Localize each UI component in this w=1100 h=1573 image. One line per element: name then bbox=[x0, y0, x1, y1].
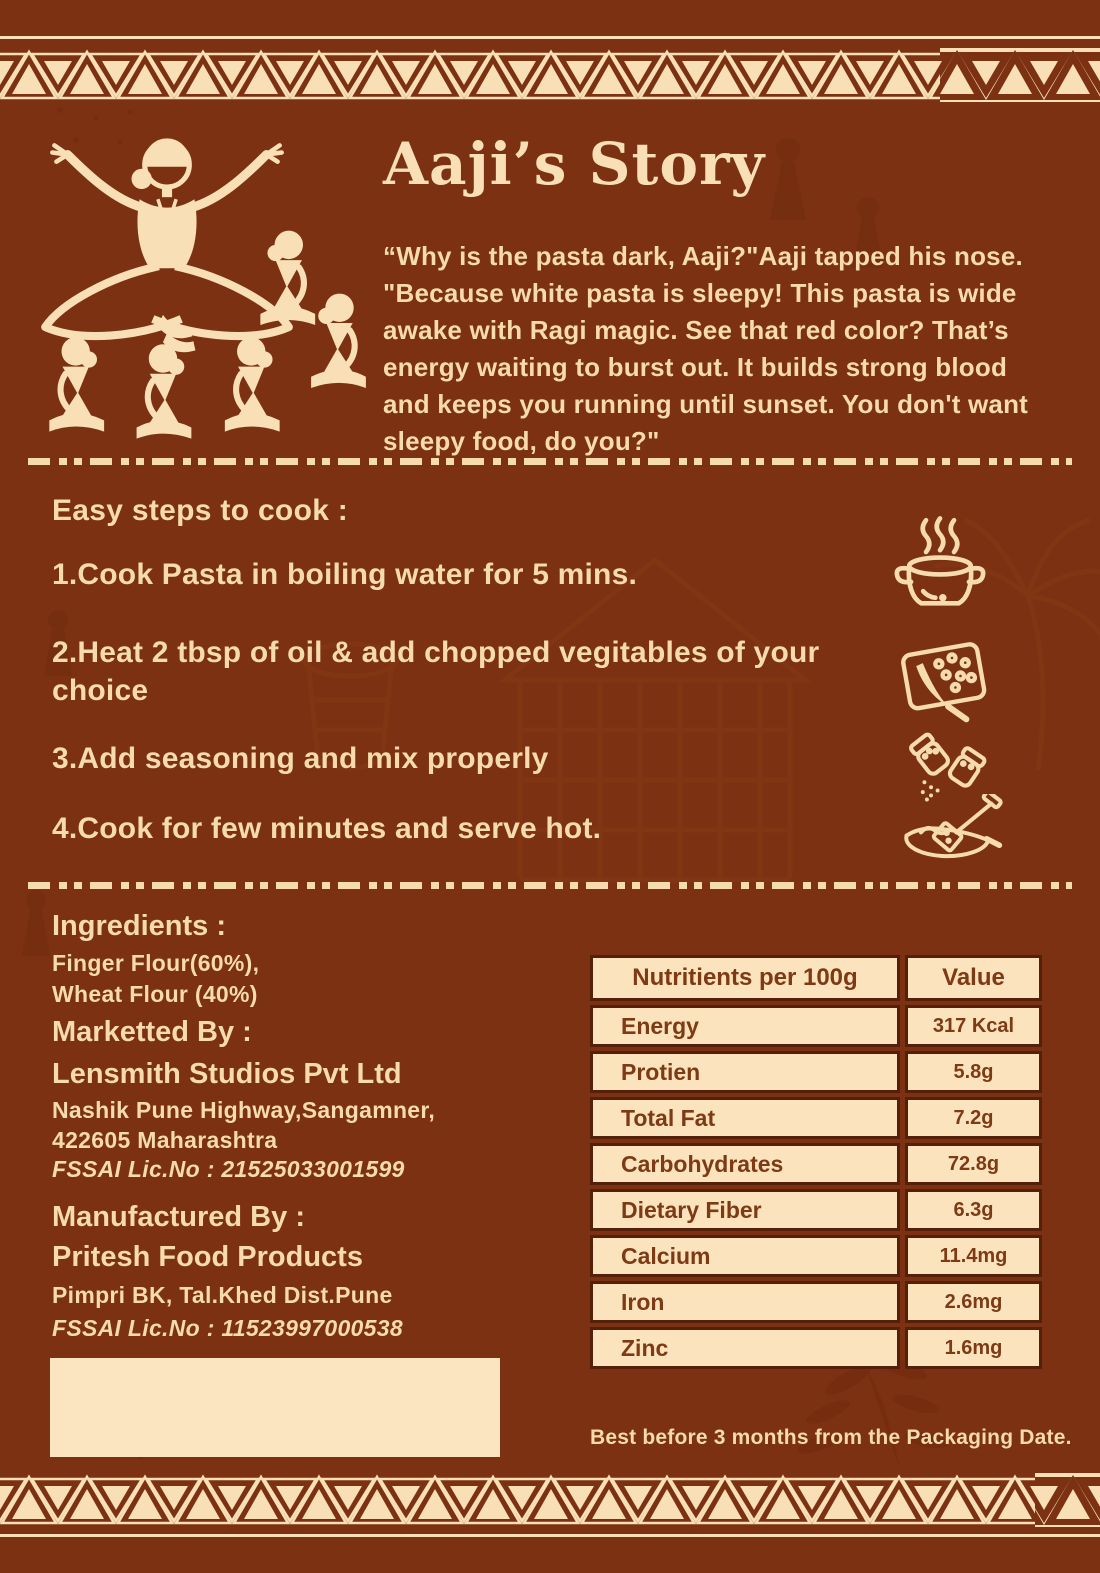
nutrient-value: 7.2g bbox=[905, 1097, 1042, 1139]
ingredients-heading: Ingredients : bbox=[52, 910, 227, 942]
table-row bbox=[590, 1281, 1042, 1323]
story-title: Aaji’s Story bbox=[383, 130, 766, 198]
ingredient-line: Finger Flour(60%), bbox=[52, 950, 260, 976]
tribal-border-bottom bbox=[0, 1473, 1100, 1527]
nutrient-name: Energy bbox=[590, 1005, 900, 1047]
nutrient-name: Dietary Fiber bbox=[590, 1189, 900, 1231]
grandmother-figure bbox=[45, 138, 289, 352]
nutrient-value: 72.8g bbox=[905, 1143, 1042, 1185]
step-4: 4.Cook for few minutes and serve hot. bbox=[52, 812, 602, 845]
dashed-divider-bottom bbox=[28, 882, 1072, 889]
nutrition-header-row bbox=[590, 955, 1042, 1001]
manufactured-address-line: Pimpri BK, Tal.Khed Dist.Pune bbox=[52, 1282, 393, 1308]
table-row bbox=[590, 1327, 1042, 1369]
nutrition-table bbox=[590, 955, 1042, 1373]
nutrient-name: Protien bbox=[590, 1051, 900, 1093]
nutrient-value: 6.3g bbox=[905, 1189, 1042, 1231]
story-text: “Why is the pasta dark, Aaji?"Aaji tapped his nose. "Because white pasta is sleepy! This pasta is wide awake with Ragi magic. See that red color? That’s energy waiting to burst out. It builds strong blood and keeps you running until sunset. You don't want sleepy food, do you?" bbox=[383, 241, 1029, 456]
seasoning-shakers-icon bbox=[898, 728, 992, 802]
marketed-by-heading: Marketted By : bbox=[52, 1016, 252, 1048]
steps-heading: Easy steps to cook : bbox=[52, 494, 349, 527]
nutrient-value: 2.6mg bbox=[905, 1281, 1042, 1323]
marketed-address-line: 422605 Maharashtra bbox=[52, 1127, 278, 1153]
ingredient-line: Wheat Flour (40%) bbox=[52, 981, 258, 1007]
marketed-address-line: Nashik Pune Highway,Sangamner, bbox=[52, 1097, 436, 1123]
marketed-company: Lensmith Studios Pvt Ltd bbox=[52, 1058, 402, 1090]
cutting-board-icon bbox=[896, 630, 992, 726]
table-row bbox=[590, 1005, 1042, 1047]
batch-info-box bbox=[50, 1358, 500, 1457]
nutrient-name: Iron bbox=[590, 1281, 900, 1323]
steaming-pot-icon bbox=[884, 514, 996, 618]
marketed-fssai-license: FSSAI Lic.No : 21525033001599 bbox=[52, 1156, 405, 1182]
step-1: 1.Cook Pasta in boiling water for 5 mins. bbox=[52, 558, 637, 591]
frying-pan-icon bbox=[894, 794, 1004, 874]
nutrient-value: 1.6mg bbox=[905, 1327, 1042, 1369]
manufactured-company: Pritesh Food Products bbox=[52, 1241, 363, 1273]
table-row bbox=[590, 1235, 1042, 1277]
nutrition-header-label: Nutritients per 100g bbox=[590, 955, 900, 1001]
table-row bbox=[590, 1143, 1042, 1185]
nutrient-name: Total Fat bbox=[590, 1097, 900, 1139]
table-row bbox=[590, 1097, 1042, 1139]
tribal-border-top bbox=[0, 48, 1100, 102]
table-row bbox=[590, 1189, 1042, 1231]
manufactured-by-heading: Manufactured By : bbox=[52, 1201, 305, 1233]
dashed-divider-top bbox=[28, 458, 1072, 465]
nutrient-value: 317 Kcal bbox=[905, 1005, 1042, 1047]
table-row bbox=[590, 1051, 1042, 1093]
top-rule-line bbox=[0, 36, 1100, 39]
nutrient-name: Zinc bbox=[590, 1327, 900, 1369]
warli-illustration bbox=[28, 116, 373, 461]
nutrient-value: 5.8g bbox=[905, 1051, 1042, 1093]
nutrient-value: 11.4mg bbox=[905, 1235, 1042, 1277]
step-2: 2.Heat 2 tbsp of oil & add chopped vegitables of your choice bbox=[52, 636, 820, 707]
manufactured-fssai-license: FSSAI Lic.No : 11523997000538 bbox=[52, 1315, 403, 1341]
nutrient-name: Calcium bbox=[590, 1235, 900, 1277]
best-before-note: Best before 3 months from the Packaging Date. bbox=[590, 1426, 1072, 1449]
nutrient-name: Carbohydrates bbox=[590, 1143, 900, 1185]
step-3: 3.Add seasoning and mix properly bbox=[52, 742, 549, 775]
bottom-rule-line bbox=[0, 1534, 1100, 1537]
nutrition-header-value: Value bbox=[905, 955, 1042, 1001]
